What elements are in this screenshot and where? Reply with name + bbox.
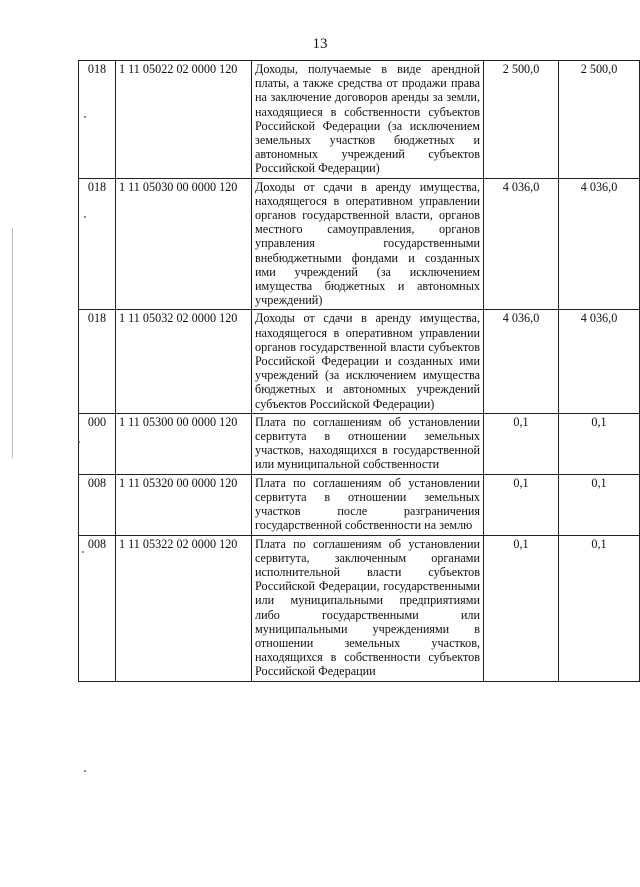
page-number: 13 [312,36,328,52]
revenue-code-cell: 1 11 05320 00 0000 120 [116,474,252,535]
amount-year2-cell: 4 036,0 [559,310,640,413]
admin-code-cell: 018 [79,178,116,310]
table-row [79,61,640,179]
admin-code-cell: 000 [79,413,116,474]
amount-year2-cell: 0,1 [559,413,640,474]
table-row [79,413,640,474]
scan-edge-line [12,228,13,458]
revenue-code-cell: 1 11 05032 02 0000 120 [116,310,252,413]
revenue-table [78,60,640,682]
revenue-code-cell: 1 11 05022 02 0000 120 [116,61,252,179]
amount-year1-cell: 0,1 [484,474,559,535]
revenue-code-cell: 1 11 05300 00 0000 120 [116,413,252,474]
scan-speck [84,116,86,118]
revenue-name-cell: Доходы, получаемые в виде арендной платы, а также средства от продажи права на заключение договоров аренды за земли, находящиеся в собственности субъектов Российской Федерации (за исключением земельных участков бюджетных и автономных учреждений субъектов Российской Федерации) [252,61,484,179]
admin-code-cell: 018 [79,61,116,179]
scan-speck [84,770,86,772]
amount-year2-cell: 2 500,0 [559,61,640,179]
revenue-code-cell: 1 11 05322 02 0000 120 [116,535,252,681]
amount-year1-cell: 0,1 [484,535,559,681]
amount-year2-cell: 0,1 [559,474,640,535]
admin-code-cell: 008 [79,474,116,535]
admin-code-cell: 018 [79,310,116,413]
amount-year2-cell: 0,1 [559,535,640,681]
amount-year1-cell: 0,1 [484,413,559,474]
table-row [79,178,640,310]
amount-year1-cell: 4 036,0 [484,178,559,310]
admin-code-cell: 008 [79,535,116,681]
revenue-code-cell: 1 11 05030 00 0000 120 [116,178,252,310]
revenue-name-cell: Доходы от сдачи в аренду имущества, находящегося в оперативном управлении органов государственной власти, органов местного самоуправления, органов управления государственными внебюджетными фондами и созданных ими учреждений (за исключением имущества бюджетных и автономных учреждений) [252,178,484,310]
amount-year2-cell: 4 036,0 [559,178,640,310]
revenue-name-cell: Плата по соглашениям об установлении сервитута в отношении земельных участков после разграничения государственной собственности на землю [252,474,484,535]
amount-year1-cell: 2 500,0 [484,61,559,179]
revenue-table-body [79,61,640,682]
table-row [79,474,640,535]
scan-speck [82,551,84,553]
revenue-name-cell: Плата по соглашениям об установлении сервитута в отношении земельных участков, находящихся в государственной или муниципальной собственности [252,413,484,474]
revenue-name-cell: Плата по соглашениям об установлении сервитута, заключенным органами исполнительной власти субъектов Российской Федерации, государственными или муниципальными предприятиями либо государственными или муниципальными учреждениями в отношении земельных участков, находящихся в собственности субъектов Российской Федерации [252,535,484,681]
table-row [79,535,640,681]
revenue-name-cell: Доходы от сдачи в аренду имущества, находящегося в оперативном управлении органов государственной власти субъектов Российской Федерации и созданных ими учреждений (за исключением имущества бюджетных и автономных учреждений субъектов Российской Федерации) [252,310,484,413]
scan-speck [84,216,86,218]
scan-speck [78,441,80,443]
table-row [79,310,640,413]
amount-year1-cell: 4 036,0 [484,310,559,413]
